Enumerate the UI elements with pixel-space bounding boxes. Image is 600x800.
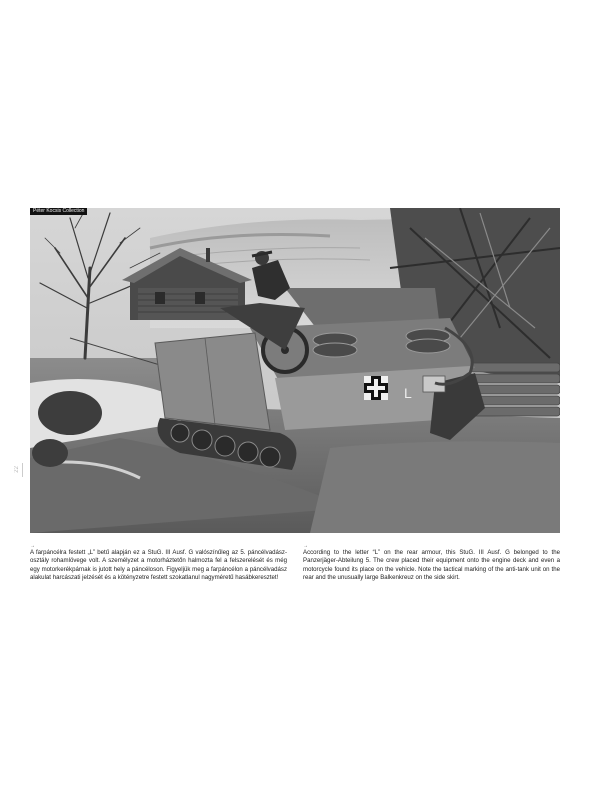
page-number: 22 [14,466,20,473]
caption-hungarian-text: A farpáncélra festett „L” betű alapján ez a StuG. III Ausf. G valószínűleg az 5. páncélvadász-osztály rohamlövege volt. A személyzet a motorháztetőn halmozta fel a felszerelését és még egy motorkerékpárnak is jutott hely a páncéloson. Figyeljük meg a farpáncélon a páncélvadász alakulat harcászati jelzését és a kötényzetre festett szokatlanul nagyméretű hasábkeresztet! [30,549,287,581]
svg-text:L: L [404,385,412,401]
caption-english [303,543,560,582]
caption-english-text: According to the letter “L” on the rear armour, this StuG. III Ausf. G belonged to the Panzerjäger-Abteilung 5. The crew placed their equipment onto the engine deck and even a motorcycle found its place on the vehicle. Note the tactical marking of the anti-tank unit on the rear and the unusually large Balkenkreuz on the side skirt. [303,549,560,581]
war-photograph [30,208,560,533]
stug-photo-illustration [30,208,560,533]
caption-hungarian [30,543,287,582]
caption-arrow-icon: → [303,543,308,549]
caption-arrow-icon: → [30,543,35,549]
photo-credit: Péter Kocsis Collection [30,208,87,215]
page-number-rule [22,463,23,477]
